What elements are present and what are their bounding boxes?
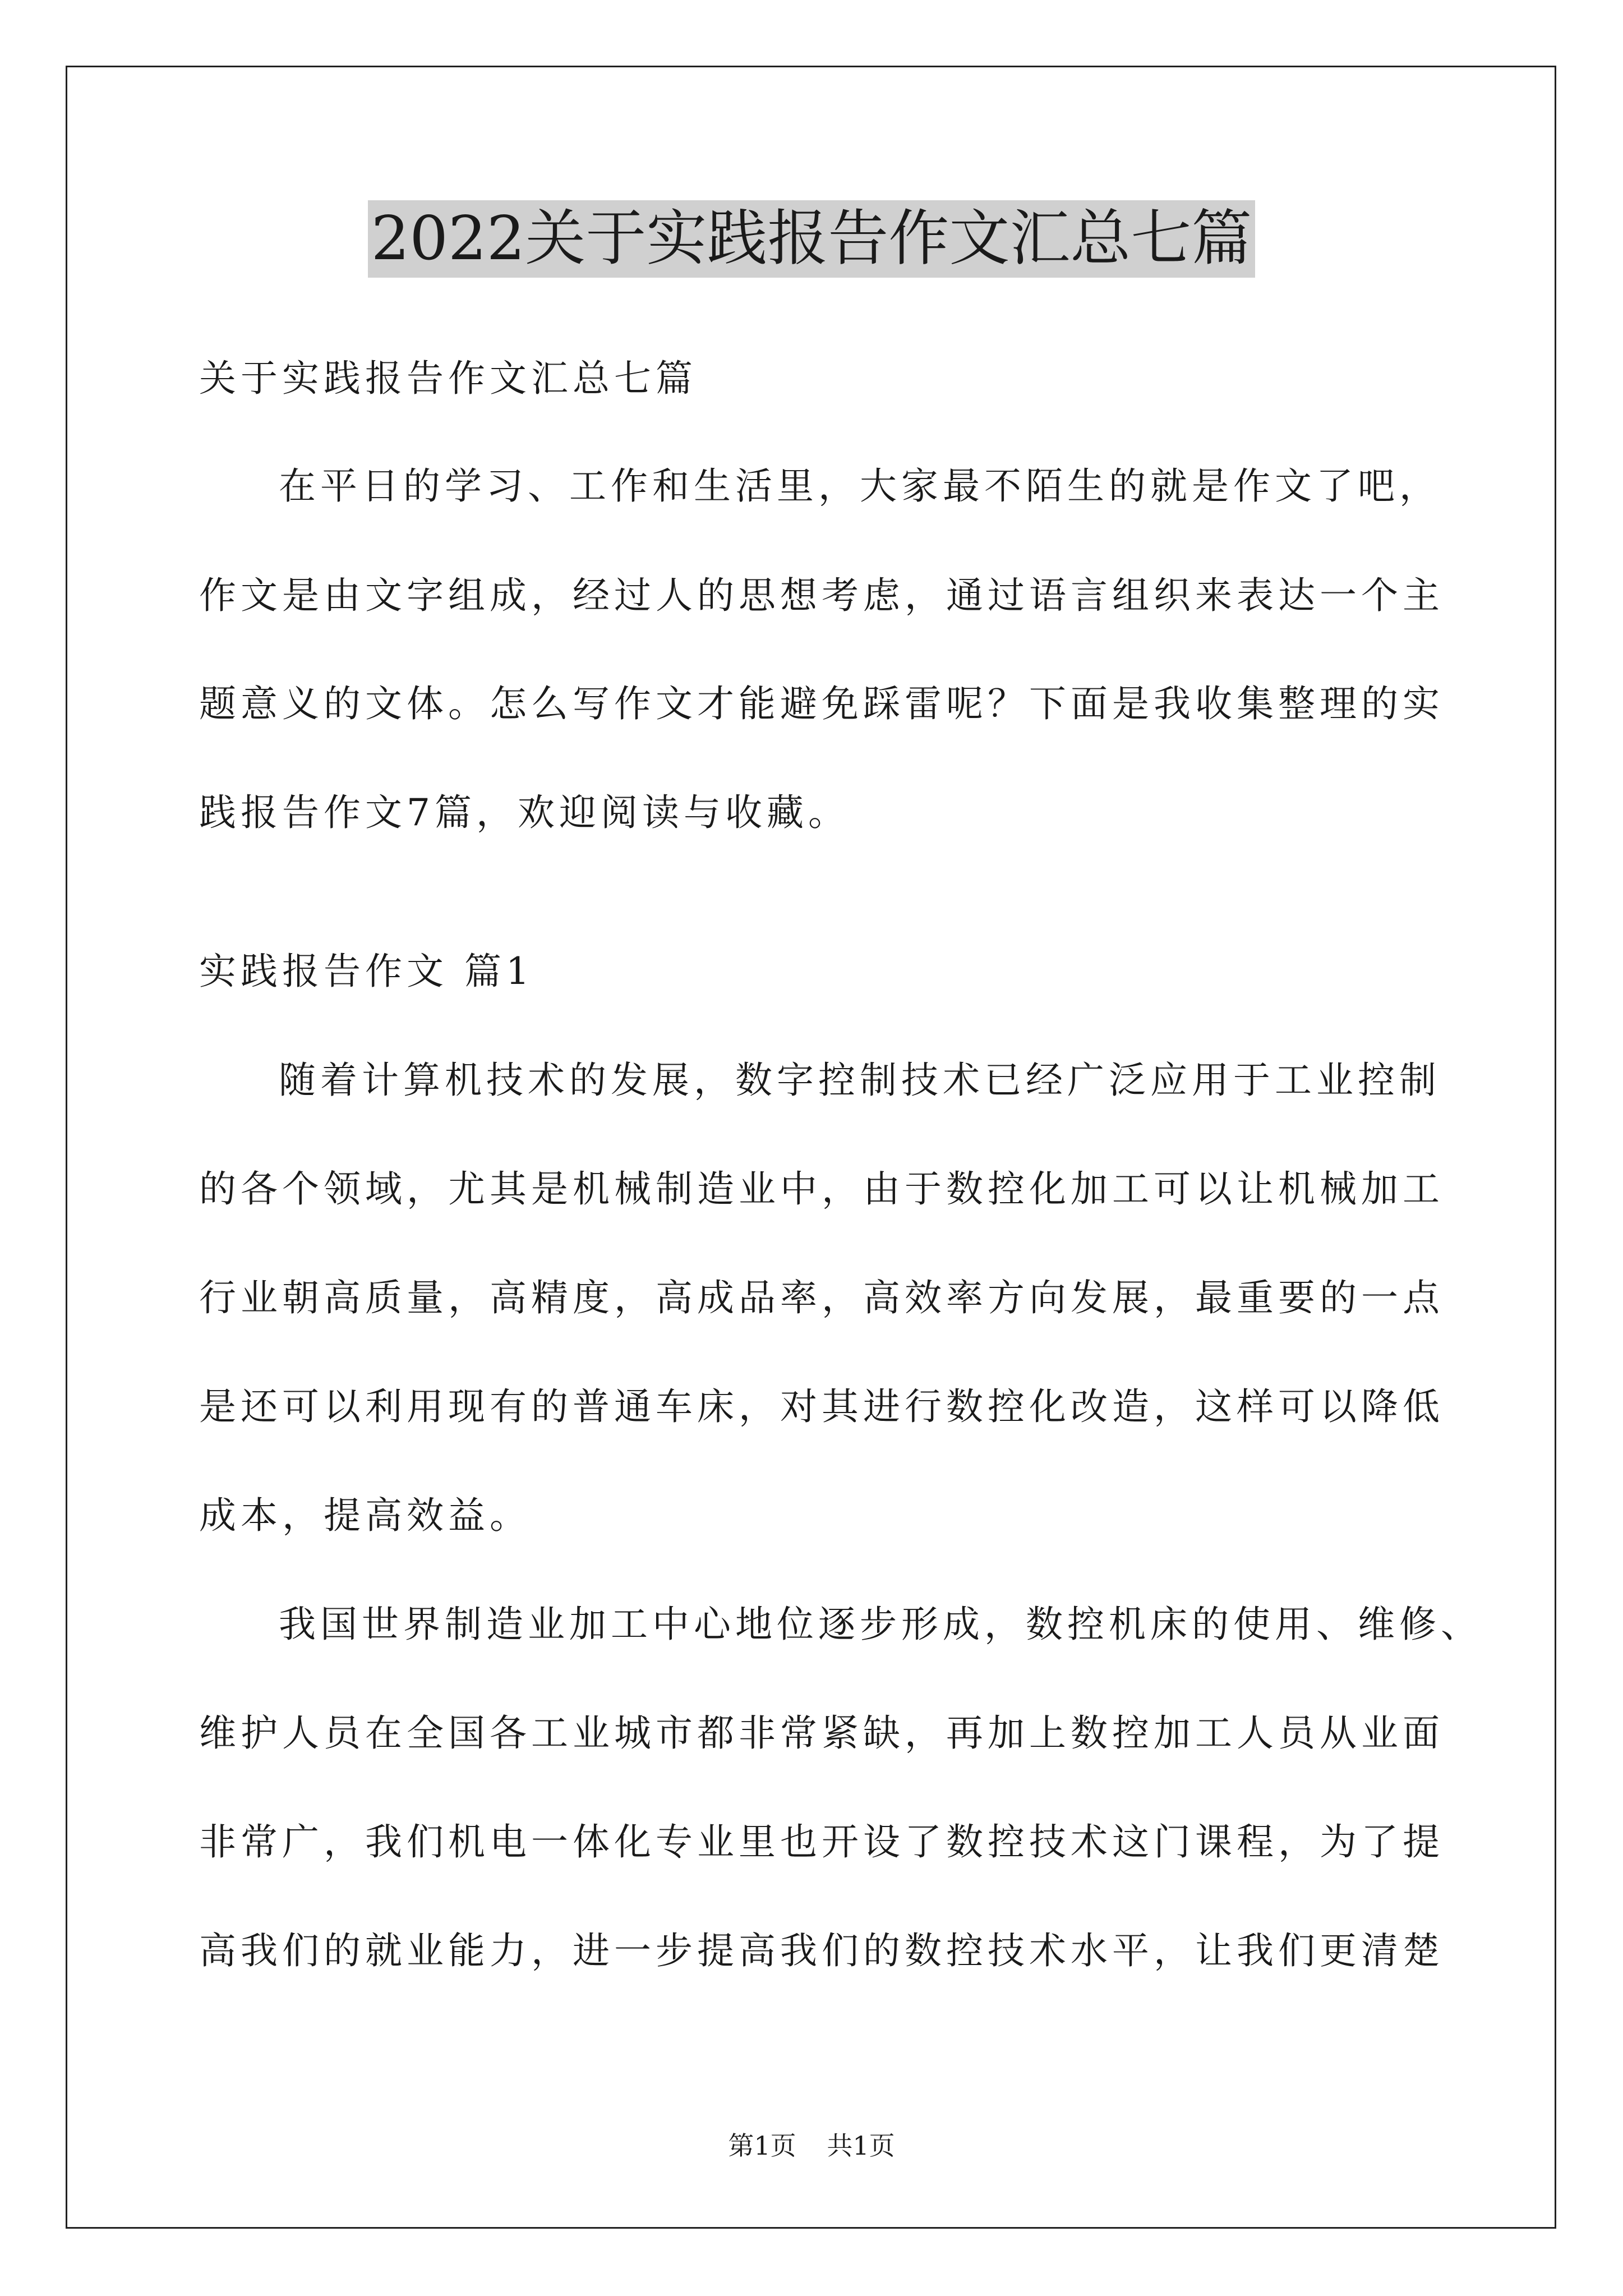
paragraph-line: 践报告作文7篇，欢迎阅读与收藏。 [199,791,850,834]
paragraph-line: 我国世界制造业加工中心地位逐步形成，数控机床的使用、维修、 [279,1603,1482,1646]
document-title: 2022关于实践报告作文汇总七篇 [368,200,1256,278]
paragraph-line: 高我们的就业能力，进一步提高我们的数控技术水平，让我们更清楚 [199,1929,1444,1972]
section-heading: 实践报告作文 篇1 [199,950,534,993]
paragraph-line: 维护人员在全国各工业城市都非常紧缺，再加上数控加工人员从业面 [199,1711,1444,1755]
subtitle-line: 关于实践报告作文汇总七篇 [199,357,697,400]
paragraph-line: 题意义的文体。怎么写作文才能避免踩雷呢？下面是我收集整理的实 [199,682,1444,725]
page-footer [0,2129,1623,2162]
page-total: 共1页 [827,2131,895,2161]
paragraph-line: 是还可以利用现有的普通车床，对其进行数控化改造，这样可以降低 [199,1385,1444,1428]
page-number: 第1页 [728,2131,796,2161]
paragraph-line: 的各个领域，尤其是机械制造业中，由于数控化加工可以让机械加工 [199,1167,1444,1211]
paragraph-line: 成本，提高效益。 [199,1494,531,1537]
title-container [0,200,1623,278]
paragraph-line: 行业朝高质量，高精度，高成品率，高效率方向发展，最重要的一点 [199,1276,1444,1319]
paragraph-line: 随着计算机技术的发展，数字控制技术已经广泛应用于工业控制 [279,1059,1441,1102]
paragraph-line: 作文是由文字组成，经过人的思想考虑，通过语言组织来表达一个主 [199,574,1444,617]
paragraph-line: 在平日的学习、工作和生活里，大家最不陌生的就是作文了吧， [279,464,1441,508]
paragraph-line: 非常广，我们机电一体化专业里也开设了数控技术这门课程，为了提 [199,1820,1444,1864]
